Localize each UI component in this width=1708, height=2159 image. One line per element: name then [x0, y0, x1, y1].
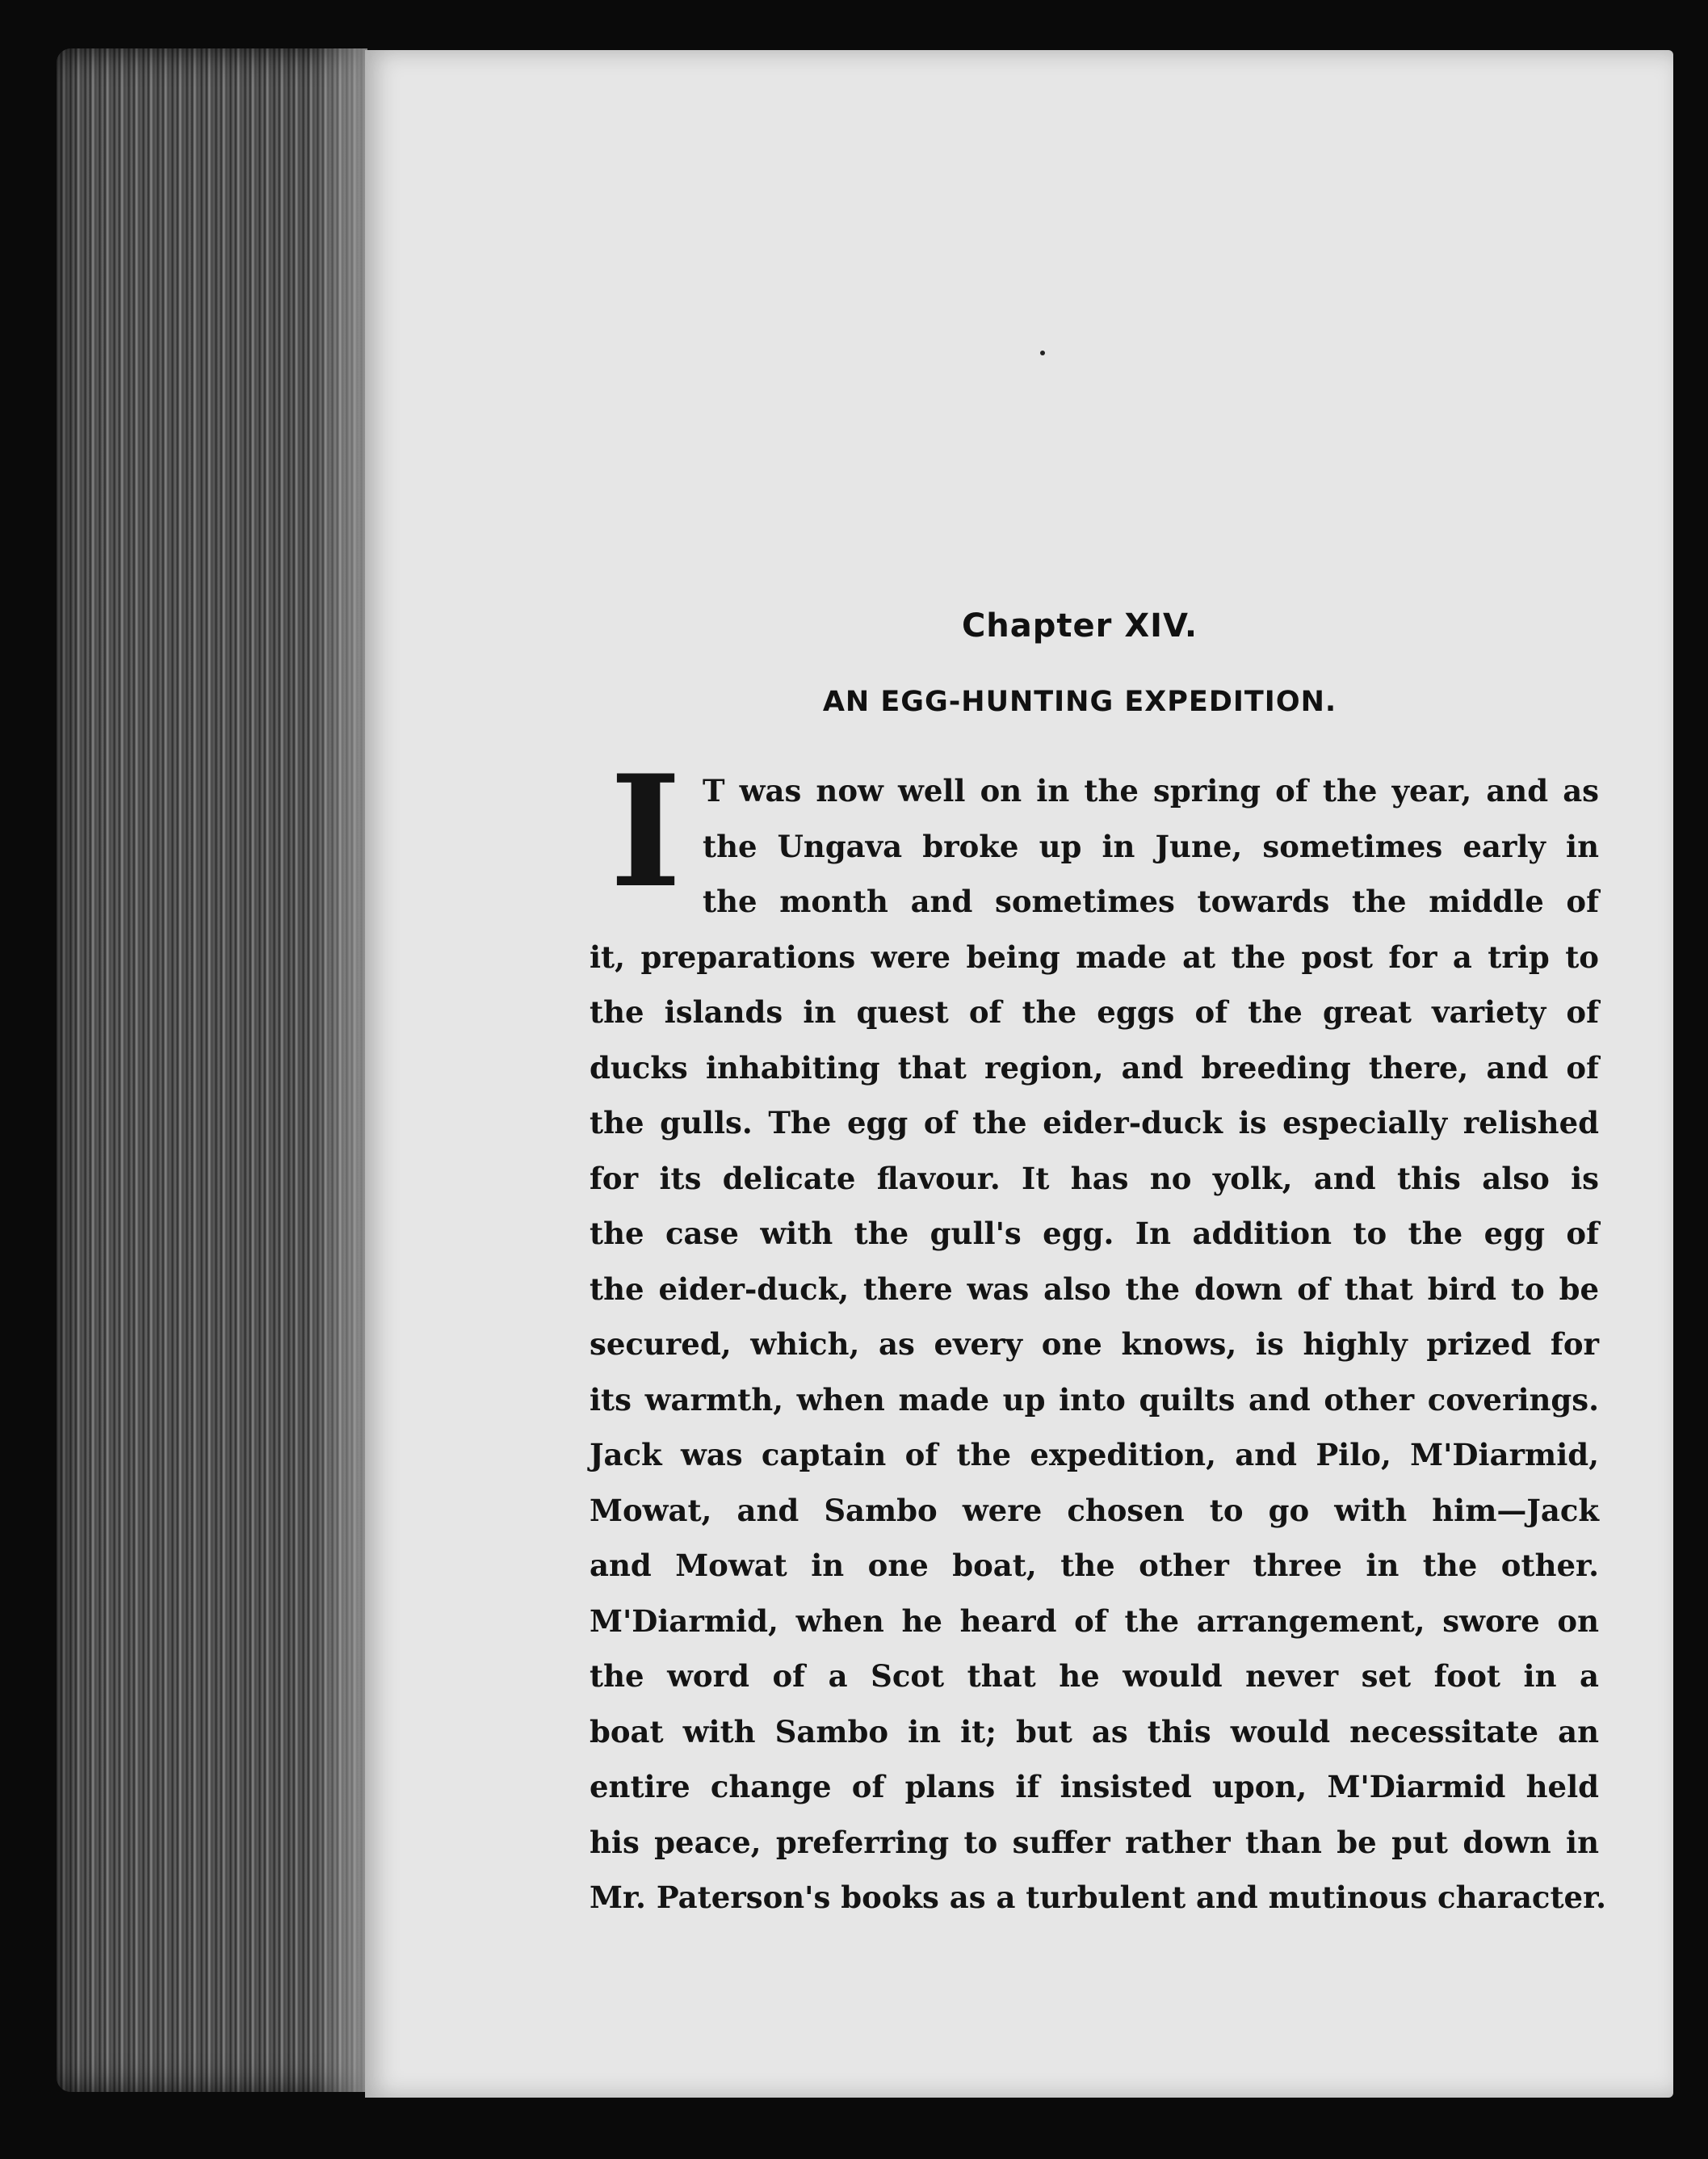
text-line: the Ungava broke up in June, sometimes early in — [703, 828, 1599, 864]
drop-cap: I — [610, 741, 682, 922]
chapter-subtitle: AN EGG-HUNTING EXPEDITION. — [822, 686, 1337, 718]
text-line: M'Diarmid, when he heard of the arrangement, swore on — [590, 1602, 1599, 1639]
text-line: the eider-duck, there was also the down of that bird to be — [590, 1271, 1599, 1307]
text-line: ducks inhabiting that region, and breeding there, and of — [590, 1049, 1599, 1086]
chapter-title: Chapter XIV. — [961, 607, 1198, 645]
chapter-body — [590, 763, 1607, 1926]
text-line: the case with the gull's egg. In addition to the egg of — [590, 1216, 1599, 1251]
text-line: his peace, preferring to suffer rather than be put down in — [590, 1824, 1599, 1860]
text-line: T was now well on in the spring of the year, and as — [703, 773, 1599, 809]
text-line: the month and sometimes towards the middle of — [703, 884, 1599, 919]
text-line: its warmth, when made up into quilts and other coverings. — [590, 1381, 1599, 1418]
text-line: entire change of plans if insisted upon, M'Diarmid held — [590, 1769, 1599, 1804]
text-line: the gulls. The egg of the eider-duck is especially relished — [590, 1105, 1599, 1140]
text-line: and Mowat in one boat, the other three in the other. — [590, 1548, 1599, 1583]
page-speck — [1040, 351, 1045, 355]
book-page-edges — [57, 48, 367, 2092]
text-line: for its delicate flavour. It has no yolk, and this also is — [590, 1160, 1599, 1196]
text-line: Mr. Paterson's books as a turbulent and mutinous character. — [590, 1880, 1607, 1915]
text-line: the word of a Scot that he would never set foot in a — [590, 1658, 1599, 1694]
text-line: Jack was captain of the expedition, and Pilo, M'Diarmid, — [590, 1437, 1599, 1472]
text-line: the islands in quest of the eggs of the great variety of — [590, 994, 1599, 1030]
text-line: secured, which, as every one knows, is highly prized for — [590, 1326, 1599, 1362]
text-line: Mowat, and Sambo were chosen to go with him—Jack — [590, 1492, 1599, 1528]
text-line: boat with Sambo in it; but as this would necessitate an — [590, 1713, 1599, 1749]
text-line: it, preparations were being made at the post for a trip to — [590, 939, 1599, 975]
